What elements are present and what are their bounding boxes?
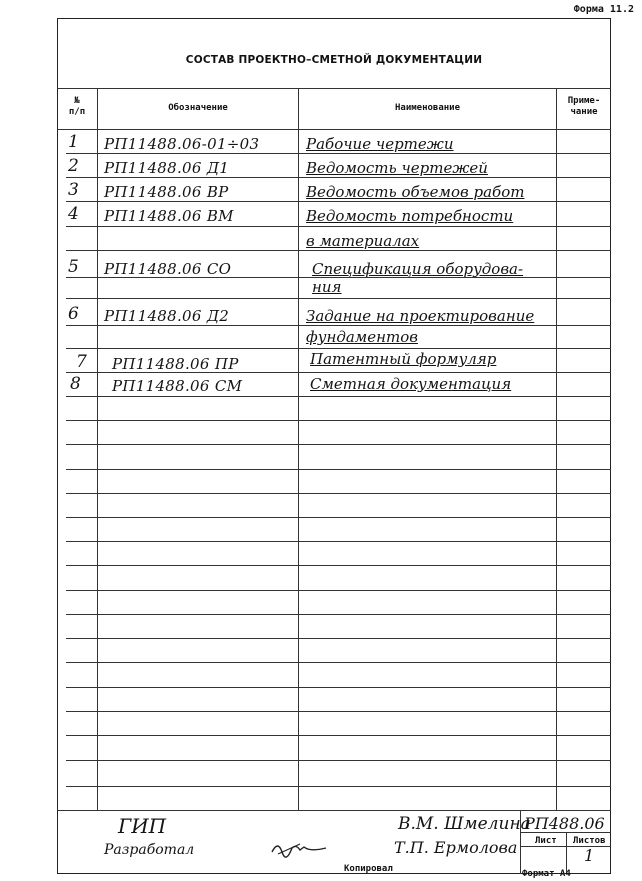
table-row-line	[66, 177, 611, 178]
table-row-line	[66, 153, 611, 154]
table-row-line	[66, 250, 611, 251]
table-row-line	[66, 493, 611, 494]
row-3-number: 3	[68, 180, 79, 200]
row-2-code: РП11488.06 Д1	[104, 159, 230, 177]
stamp-person-2: Т.П. Ермолова	[394, 838, 518, 857]
row-3-code: РП11488.06 ВР	[104, 183, 229, 201]
row-6-code: РП11488.06 Д2	[104, 307, 230, 325]
row-8-name: Сметная документация	[310, 375, 512, 393]
row-4-number: 4	[68, 204, 79, 224]
table-row-line	[66, 298, 611, 299]
header-designation: Обозначение	[168, 103, 228, 113]
table-row-line	[66, 396, 611, 397]
table-row-line	[66, 348, 611, 349]
row-8-code: РП11488.06 СМ	[112, 377, 243, 395]
table-row-line	[66, 469, 611, 470]
row-5-number: 5	[68, 257, 79, 277]
table-row-line	[66, 201, 611, 202]
row-6-name-line-2: фундаментов	[306, 328, 418, 346]
row-1-name: Рабочие чертежи	[306, 135, 454, 153]
stamp-person-1: В.М. Шмелина	[398, 814, 531, 834]
row-2-name: Ведомость чертежей	[306, 159, 488, 177]
table-row-line	[66, 420, 611, 421]
header-bottom-line	[57, 129, 611, 130]
table-row-line	[66, 325, 611, 326]
stamp-top-line	[57, 810, 611, 811]
header-note: Приме- чание	[567, 96, 601, 117]
table-row-line	[66, 786, 611, 787]
stamp-sheets-label: Листов	[573, 836, 606, 846]
row-5-name-line-2: ния	[312, 278, 342, 296]
row-4-name-line-2: в материалах	[306, 232, 420, 250]
table-row-line	[66, 444, 611, 445]
row-6-number: 6	[68, 304, 79, 324]
row-4-code: РП11488.06 ВМ	[104, 207, 234, 225]
table-row-line	[66, 711, 611, 712]
signature-mark	[270, 838, 330, 860]
row-7-name: Патентный формуляр	[310, 350, 497, 368]
stamp-doc-code: РП488.06	[524, 814, 605, 833]
table-row-line	[66, 565, 611, 566]
row-4-name-line-1: Ведомость потребности	[306, 207, 514, 225]
table-row-line	[66, 517, 611, 518]
row-5-code: РП11488.06 СО	[104, 260, 232, 278]
table-row-line	[66, 687, 611, 688]
stamp-sheets-value: 1	[584, 846, 595, 865]
table-row-line	[66, 541, 611, 542]
row-7-code: РП11488.06 ПР	[112, 355, 239, 373]
header-name: Наименование	[394, 103, 461, 113]
footer-format-label: Формат А4	[522, 869, 571, 879]
table-row-line	[66, 226, 611, 227]
table-row-line	[66, 735, 611, 736]
table-row-line	[66, 614, 611, 615]
footer-copied-label: Копировал	[344, 864, 393, 874]
stamp-role-gip: ГИП	[118, 814, 167, 838]
table-row-line	[66, 662, 611, 663]
column-line-designation	[298, 88, 299, 811]
document-title: СОСТАВ ПРОЕКТНО–СМЕТНОЙ ДОКУМЕНТАЦИИ	[185, 54, 483, 66]
column-line-num	[97, 88, 98, 811]
row-8-number: 8	[70, 374, 81, 394]
row-2-number: 2	[68, 156, 79, 176]
table-row-line	[66, 638, 611, 639]
form-number-label: Форма 11.2	[573, 4, 634, 15]
header-num: № п/п	[68, 96, 86, 117]
header-top-line	[57, 88, 611, 89]
table-row-line	[66, 760, 611, 761]
stamp-divider-line	[566, 832, 567, 874]
row-5-name-line-1: Спецификация оборудова-	[312, 260, 524, 278]
row-3-name: Ведомость объемов работ	[306, 183, 525, 201]
stamp-role-developer: Разработал	[104, 842, 195, 858]
row-1-number: 1	[68, 132, 79, 152]
row-7-number: 7	[76, 352, 87, 372]
column-line-note	[556, 88, 557, 811]
table-row-line	[66, 590, 611, 591]
row-1-code: РП11488.06-01÷03	[104, 135, 260, 153]
row-6-name-line-1: Задание на проектирование	[306, 307, 535, 325]
stamp-sheet-label: Лист	[535, 836, 557, 846]
